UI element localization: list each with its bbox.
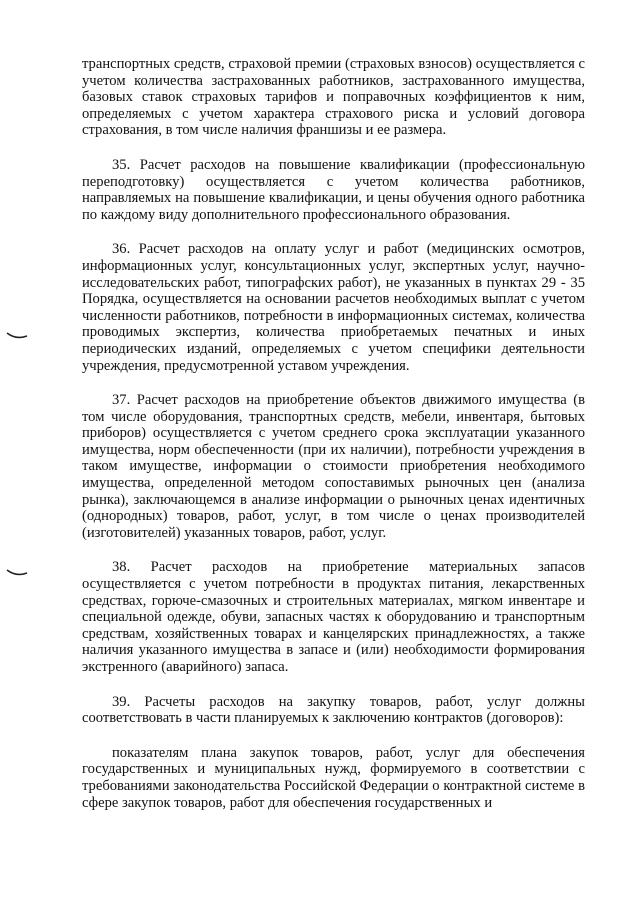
document-body bbox=[82, 56, 585, 811]
paragraph-39: 39. Расчеты расходов на закупку товаров, работ, услуг должны соответствовать в части планируемых к заключению контрактов (договоров): bbox=[82, 693, 585, 727]
paragraph-36: 36. Расчет расходов на оплату услуг и работ (медицинских осмотров, информационных услуг, консультационных услуг, экспертных услуг, научно-исследовательских работ, типографских работ), не указанных в пунктах 29 - 35 Порядка, осуществляется на основании расчетов необходимых выплат с учетом численности работников, потребности в информационных системах, количества проводимых экспертиз, количества приобретаемых печатных и иных периодических изданий, определяемых с учетом специфики деятельности учреждения, предусмотренной уставом учреждения. bbox=[82, 241, 585, 374]
binding-hole-mark-upper bbox=[6, 330, 28, 342]
paragraph-continuation: транспортных средств, страховой премии (страховых взносов) осуществляется с учетом количества застрахованных работников, застрахованного имущества, базовых ставок страховых тарифов и поправочных коэффициентов к ним, определяемых с учетом характера страхового риска и условий договора страхования, в том числе наличия франшизы и ее размера. bbox=[82, 56, 585, 139]
binding-hole-mark-lower bbox=[6, 567, 28, 579]
paragraph-37: 37. Расчет расходов на приобретение объектов движимого имущества (в том числе оборудования, транспортных средств, мебели, инвентаря, бытовых приборов) осуществляется с учетом среднего срока эксплуатации указанного имущества, норм обеспеченности (при их наличии), потребности учреждения в таком имуществе, информации о стоимости приобретения необходимого имущества, определенной методом сопоставимых рыночных цен (анализа рынка), заключающемся в анализе информации о рыночных ценах идентичных (однородных) товаров, работ, услуг, в том числе о ценах производителей (изготовителей) указанных товаров, работ, услуг. bbox=[82, 392, 585, 541]
paragraph-39-item: показателям плана закупок товаров, работ, услуг для обеспечения государственных и муниципальных нужд, формируемого в соответствии с требованиями законодательства Российской Федерации о контрактной системе в сфере закупок товаров, работ для обеспечения государственных и bbox=[82, 744, 585, 811]
paragraph-35: 35. Расчет расходов на повышение квалификации (профессиональную переподготовку) осуществляется с учетом количества работников, направляемых на повышение квалификации, и цены обучения одного работника по каждому виду дополнительного профессионального образования. bbox=[82, 156, 585, 223]
paragraph-38: 38. Расчет расходов на приобретение материальных запасов осуществляется с учетом потребности в продуктах питания, лекарственных средствах, горюче-смазочных и строительных материалах, мягком инвентаре и специальной одежде, обуви, запасных частях к оборудованию и транспортным средствам, хозяйственных товарах и канцелярских принадлежностях, а также наличия указанного имущества в запасе и (или) необходимости формирования экстренного (аварийного) запаса. bbox=[82, 559, 585, 675]
